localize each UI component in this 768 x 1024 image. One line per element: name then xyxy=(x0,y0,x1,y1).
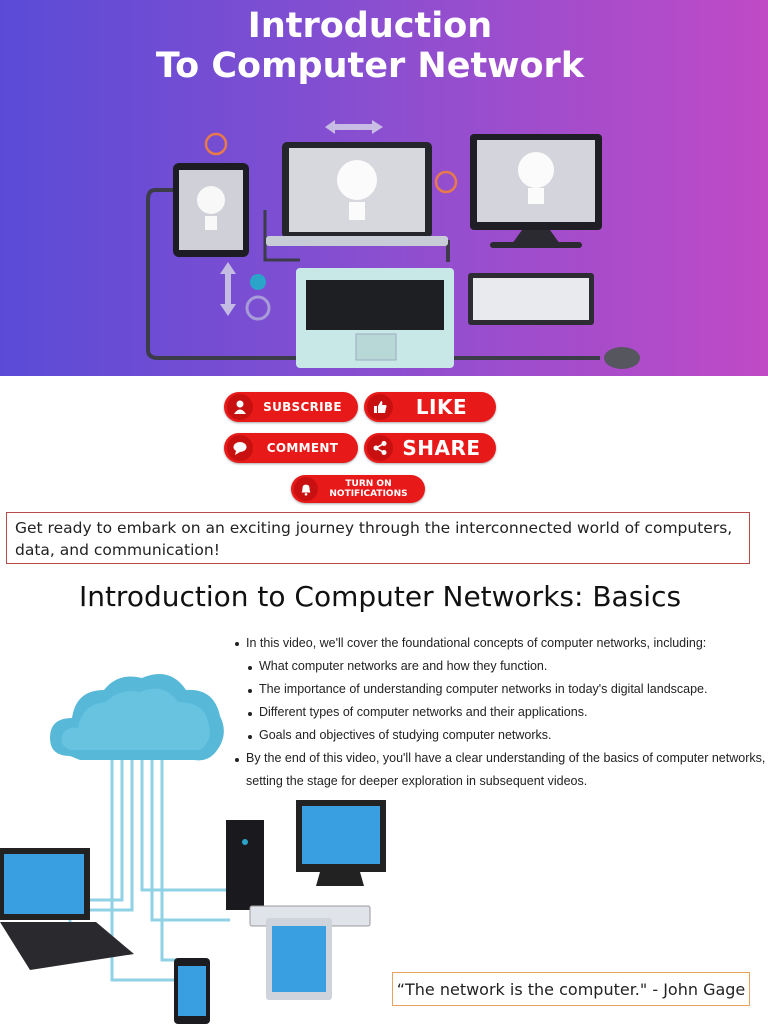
bullet-dot xyxy=(235,758,239,762)
section-title: Introduction to Computer Networks: Basics xyxy=(78,580,682,613)
comment-label: COMMENT xyxy=(266,441,339,455)
bullet-1c: Different types of computer networks and their applications. xyxy=(259,705,588,719)
bullet-2-line1: By the end of this video, you'll have a clear understanding of the basics of computer networks, xyxy=(246,751,766,765)
subscribe-label: SUBSCRIBE xyxy=(263,400,342,414)
bullet-1b: The importance of understanding computer networks in today's digital landscape. xyxy=(259,682,708,696)
share-button[interactable] xyxy=(364,433,496,463)
bullet-dot xyxy=(248,735,252,739)
bullet-dot xyxy=(248,712,252,716)
comment-button[interactable] xyxy=(224,433,358,463)
like-button[interactable] xyxy=(364,392,496,422)
bullet-1d: Goals and objectives of studying computer networks. xyxy=(259,728,552,742)
notifications-label-line1: TURN ON xyxy=(345,479,392,489)
hero-banner xyxy=(0,0,768,376)
hero-title-line2: To Computer Network xyxy=(155,46,585,86)
notifications-label-line2: NOTIFICATIONS xyxy=(329,489,408,499)
hero-title-line1: Introduction xyxy=(247,6,493,46)
hero-title xyxy=(0,6,740,86)
bullet-dot xyxy=(248,666,252,670)
subscribe-button[interactable] xyxy=(224,392,358,422)
thumbs-up-icon xyxy=(367,394,393,420)
intro-text-line1: Get ready to embark on an exciting journey through the interconnected world of computers, xyxy=(15,519,733,537)
notifications-label xyxy=(318,479,425,499)
bullet-2-line2: setting the stage for deeper exploration in subsequent videos. xyxy=(246,774,588,788)
intro-text-box xyxy=(6,512,750,564)
bullet-dot xyxy=(235,642,239,646)
bullet-1: In this video, we'll cover the foundational concepts of computer networks, including: xyxy=(246,636,707,650)
quote-text: “The network is the computer." - John Gage xyxy=(396,979,746,999)
quote-box xyxy=(392,972,750,1006)
bullet-1a: What computer networks are and how they function. xyxy=(259,659,548,673)
intro-text-line2: data, and communication! xyxy=(15,541,220,559)
like-label: LIKE xyxy=(415,395,468,419)
bullet-dot xyxy=(248,689,252,693)
bell-icon xyxy=(294,477,318,501)
share-label: SHARE xyxy=(402,436,481,460)
share-icon xyxy=(367,435,393,461)
comment-icon xyxy=(227,435,253,461)
user-icon xyxy=(227,394,253,420)
notifications-button[interactable] xyxy=(291,475,425,503)
